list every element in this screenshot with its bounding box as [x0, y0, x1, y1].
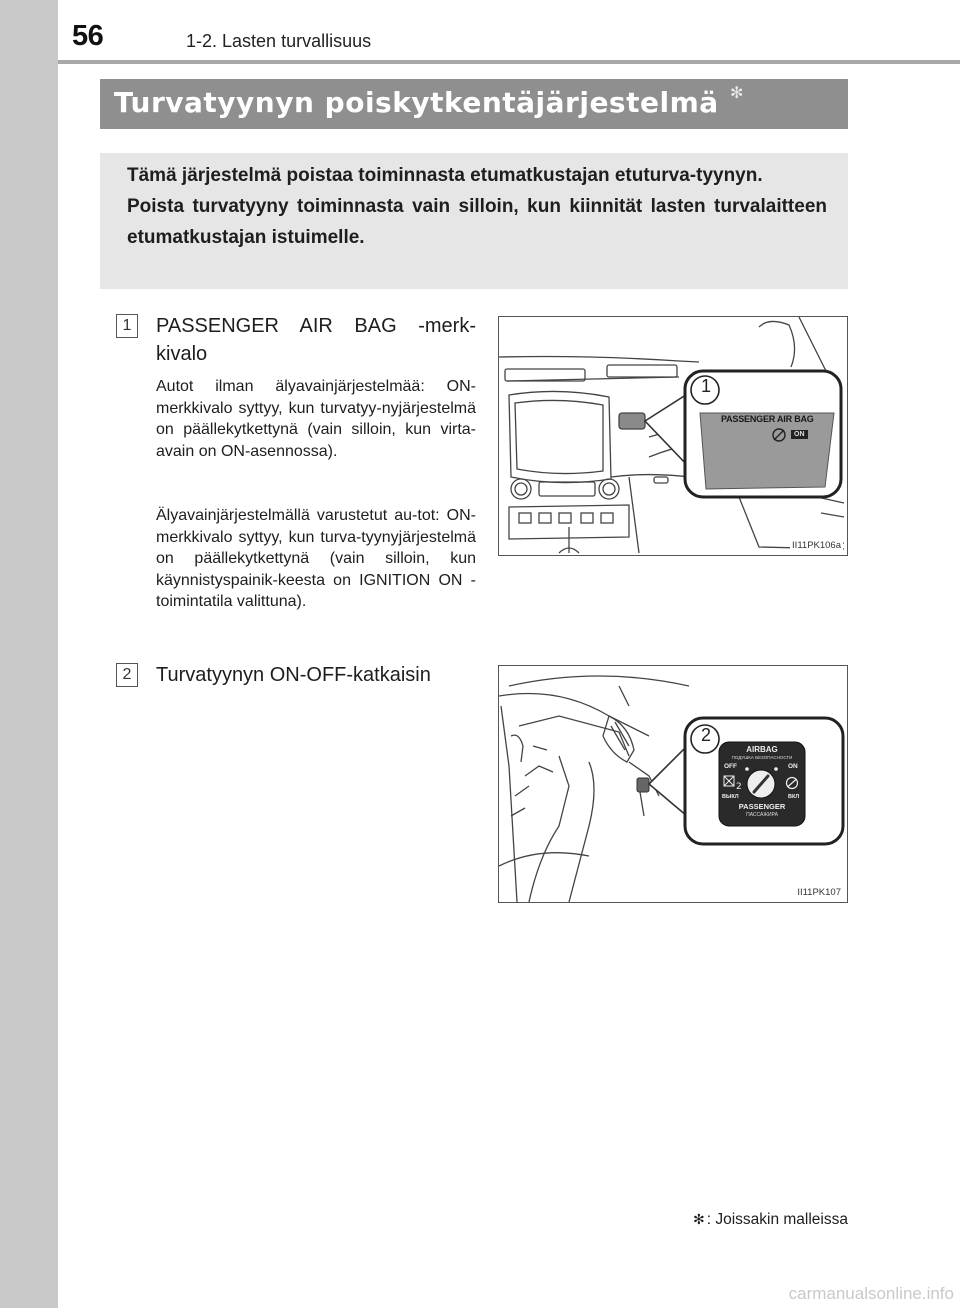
footnote-text: : Joissakin malleissa [706, 1211, 848, 1228]
figure-callout-number-1: 1 [700, 376, 711, 396]
figure-callout-number-2: 2 [700, 725, 711, 745]
switch-off-label-ru: ВЫКЛ [722, 794, 739, 800]
figure-code-1: II11PK106a [792, 540, 841, 551]
item-number-2: 2 [116, 663, 138, 687]
title-asterisk-mark: ✻ [730, 85, 744, 102]
intro-box [100, 153, 848, 289]
page-number: 56 [72, 20, 104, 52]
figure-dashboard-indicator [498, 316, 848, 556]
switch-bottom-label: PASSENGER [738, 802, 786, 811]
indicator-panel-label: PASSENGER AIR BAG [721, 414, 814, 424]
svg-text:2: 2 [736, 782, 742, 791]
title-bar [100, 79, 848, 129]
switch-bottom-label-ru: ПАССАЖИРА [746, 812, 778, 818]
item-description-1b: Älyavainjärjestelmällä varustetut au-tot: ON-merkkivalo syttyy, kun turva-tyynyjärjestelmä on päällekytkettynä (vain silloin, kun käynnistyspainik-keesta on IGNITION ON -toimintatila valittuna). [156, 507, 476, 610]
switch-top-label-ru: ПОДУШКА БЕЗОПАСНОСТИ [731, 755, 793, 760]
page-title: Turvatyynyn poiskytkentäjärjestelmä [114, 86, 719, 119]
indicator-on-status: ON [791, 430, 808, 439]
item-title-2: Turvatyynyn ON-OFF-katkaisin [156, 664, 431, 686]
item-title-1: PASSENGER AIR BAG -merk-kivalo [156, 315, 476, 365]
airbag-on-icon [784, 776, 800, 790]
watermark: carmanualsonline.info [788, 1284, 954, 1303]
intro-paragraph-1: Tämä järjestelmä poistaa toiminnasta etumatkustajan etuturva-tyynyn. [127, 165, 763, 186]
switch-off-label: OFF [724, 763, 737, 770]
section-title: 1-2. Lasten turvallisuus [186, 31, 372, 51]
airbag-off-symbol-icon [771, 428, 787, 442]
figure-airbag-switch [498, 665, 848, 903]
figure-code-2: II11PK107 [797, 887, 841, 898]
child-seat-off-icon [723, 775, 745, 791]
intro-text [127, 160, 827, 253]
switch-on-label: ON [788, 763, 798, 770]
item-description-1a: Autot ilman älyavainjärjestelmää: ON-merkkivalo syttyy, kun turvatyy-nyjärjestelmä on päällekytkettynä (vain silloin, kun virta-avain on ON-asennossa). [156, 378, 476, 460]
header-divider [58, 60, 960, 64]
switch-on-label-ru: ВКЛ [788, 794, 800, 800]
side-strip [0, 0, 58, 1308]
intro-paragraph-2: Poista turvatyyny toiminnasta vain silloin, kun kiinnität lasten turvalaitteen etumatkustajan istuimelle. [127, 196, 827, 248]
footnote-asterisk-mark: ✻ [692, 1211, 705, 1227]
item-number-1: 1 [116, 314, 138, 338]
switch-top-label: AIRBAG [746, 745, 778, 754]
footnote [693, 1211, 848, 1229]
